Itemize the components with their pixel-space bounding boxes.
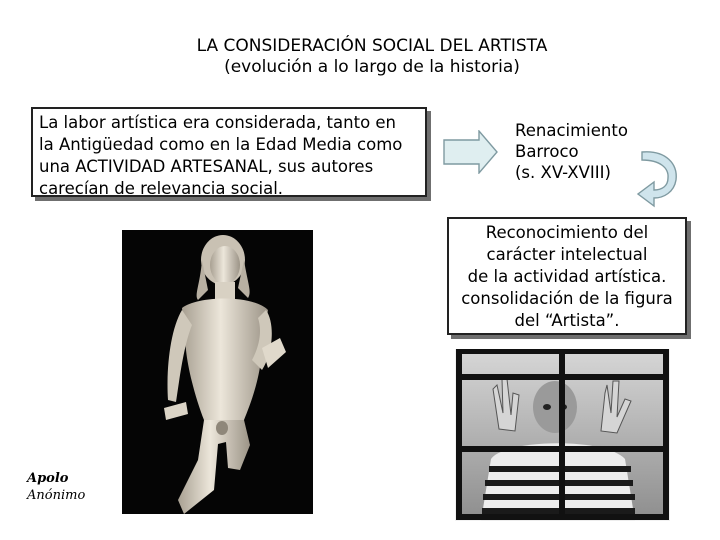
text-line: la Antigüedad como en la Edad Media como (39, 135, 403, 154)
apolo-statue-image (122, 230, 313, 514)
text-line: del “Artista”. (514, 311, 620, 330)
period-label (515, 120, 628, 183)
apolo-caption (27, 470, 85, 504)
caption-title: Apolo (27, 471, 69, 486)
text-line: carácter intelectual (486, 245, 648, 264)
artist-photo-image (455, 349, 670, 521)
period-line: Barroco (515, 142, 579, 161)
reconocimiento-text-box (447, 217, 687, 335)
curved-arrow-icon (636, 148, 686, 210)
page-title (0, 36, 720, 78)
text-line: Reconocimiento del (485, 223, 649, 242)
title-line-2: (evolución a lo largo de la historia) (224, 57, 520, 77)
text-line: una ACTIVIDAD ARTESANAL, sus autores (39, 157, 374, 176)
text-line: consolidación de la figura (461, 289, 673, 308)
text-line: de la actividad artística. (467, 267, 667, 286)
artesanal-text-box (31, 107, 427, 197)
right-arrow-icon (443, 130, 499, 174)
title-line-1: LA CONSIDERACIÓN SOCIAL DEL ARTISTA (196, 36, 548, 56)
caption-author: Anónimo (27, 488, 86, 503)
text-line: carecían de relevancia social. (39, 179, 284, 198)
period-line: Renacimiento (515, 121, 628, 140)
period-line: (s. XV-XVIII) (515, 163, 611, 182)
text-line: La labor artística era considerada, tanto en (39, 113, 397, 132)
